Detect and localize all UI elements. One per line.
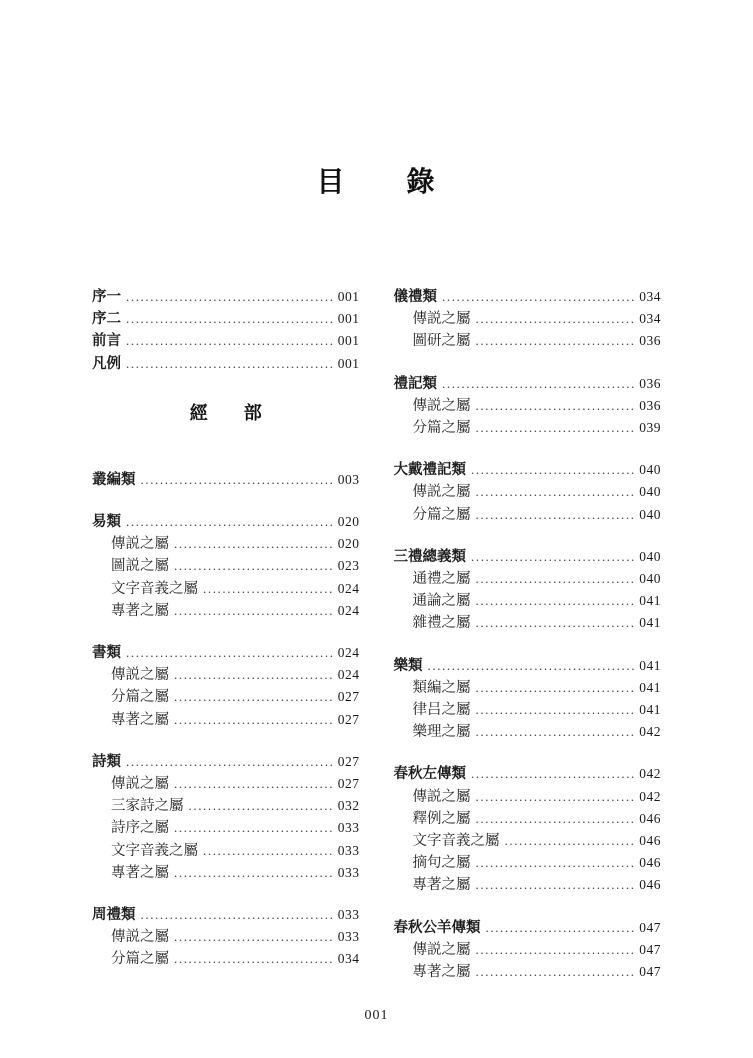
toc-entry-page: 020 — [337, 514, 360, 530]
toc-entry-label: 傳説之屬 — [412, 941, 471, 958]
toc-group — [92, 751, 360, 884]
toc-entry-label: 前言 — [92, 333, 121, 350]
toc-entry-leader — [476, 961, 636, 983]
toc-entry-label: 專著之屬 — [111, 602, 169, 619]
toc-entry-leader — [505, 830, 636, 852]
toc-entry-label: 儀禮類 — [393, 289, 437, 305]
toc-group — [92, 511, 360, 622]
page-title: 目 錄 — [316, 167, 437, 198]
toc-entry-leader — [174, 862, 334, 884]
toc-entry-leader — [471, 546, 635, 568]
toc-entry-page: 039 — [639, 420, 661, 436]
toc-entry-page: 036 — [639, 375, 661, 391]
toc-entry-leader — [476, 786, 636, 808]
toc-entry — [394, 655, 662, 677]
toc-entry-page: 024 — [337, 602, 360, 618]
toc-entry-label: 樂理之屬 — [412, 724, 471, 741]
toc-entry — [394, 808, 662, 830]
toc-group — [92, 642, 360, 731]
toc-entry — [92, 773, 360, 795]
toc-column-right — [394, 286, 662, 1003]
toc-entry-page: 027 — [337, 689, 360, 705]
toc-entry-leader — [476, 308, 636, 330]
toc-entry-label: 傳説之屬 — [412, 484, 471, 501]
toc-entry-page: 047 — [639, 964, 661, 980]
toc-entry-leader — [174, 926, 334, 948]
toc-entry — [92, 817, 360, 839]
toc-entry-page: 036 — [639, 397, 661, 413]
toc-entry-page: 040 — [639, 571, 661, 587]
toc-entry-leader — [174, 686, 334, 708]
toc-entry-page: 041 — [639, 657, 661, 673]
toc-entry — [394, 459, 662, 481]
toc-entry-label: 分篇之屬 — [111, 951, 169, 968]
toc-entry-leader — [476, 808, 636, 830]
toc-entry — [394, 308, 662, 330]
toc-entry-leader — [203, 578, 334, 600]
toc-entry-label: 圖説之屬 — [111, 558, 169, 575]
toc-entry-leader — [126, 286, 334, 308]
toc-columns — [92, 286, 661, 1003]
toc-entry-leader — [476, 417, 636, 439]
toc-entry-label: 分篇之屬 — [111, 689, 169, 706]
toc-entry-page: 046 — [639, 833, 661, 849]
toc-entry-page: 041 — [639, 679, 661, 695]
toc-entry-page: 033 — [337, 864, 360, 880]
toc-entry — [92, 308, 360, 330]
toc-entry — [394, 330, 662, 352]
toc-entry — [92, 600, 360, 622]
toc-entry — [92, 642, 360, 664]
toc-entry — [394, 568, 662, 590]
toc-entry — [394, 481, 662, 503]
toc-entry-leader — [476, 939, 636, 961]
toc-entry-page: 042 — [639, 766, 661, 782]
toc-entry-label: 分篇之屬 — [412, 506, 471, 523]
toc-entry-label: 文字音義之屬 — [111, 842, 198, 859]
toc-entry-label: 叢編類 — [92, 471, 136, 488]
toc-entry-leader — [174, 533, 334, 555]
toc-entry — [394, 504, 662, 526]
toc-entry — [394, 763, 662, 785]
toc-entry — [92, 904, 360, 926]
toc-entry — [92, 664, 360, 686]
toc-entry-page: 040 — [639, 484, 661, 500]
toc-entry-label: 傳説之屬 — [412, 311, 471, 328]
toc-entry — [92, 795, 360, 817]
toc-column-left — [92, 286, 360, 1003]
toc-entry — [92, 686, 360, 708]
toc-entry-leader — [476, 568, 636, 590]
toc-entry — [394, 395, 662, 417]
toc-entry-page: 027 — [337, 711, 360, 727]
toc-entry-leader — [126, 751, 334, 773]
toc-entry — [92, 578, 360, 600]
toc-entry-leader — [174, 773, 334, 795]
toc-entry-label: 詩類 — [92, 753, 121, 770]
toc-entry-label: 書類 — [92, 645, 121, 662]
toc-entry-label: 專著之屬 — [412, 964, 471, 981]
toc-entry-page: 033 — [337, 907, 360, 923]
toc-entry — [92, 926, 360, 948]
toc-entry-leader — [476, 699, 636, 721]
toc-entry-page: 040 — [639, 548, 661, 564]
toc-group — [394, 286, 662, 353]
toc-entry — [394, 373, 662, 395]
toc-entry-leader — [428, 655, 636, 677]
toc-entry-leader — [174, 555, 334, 577]
toc-entry-label: 律吕之屬 — [412, 702, 471, 719]
toc-entry — [92, 286, 360, 308]
toc-entry-label: 專著之屬 — [412, 877, 471, 894]
toc-entry-page: 046 — [639, 877, 661, 893]
toc-entry-leader — [476, 677, 636, 699]
toc-entry — [394, 546, 662, 568]
toc-entry-leader — [126, 308, 334, 330]
toc-entry-page: 034 — [639, 289, 661, 304]
toc-entry-label: 序二 — [92, 311, 121, 328]
toc-entry — [92, 840, 360, 862]
toc-entry-leader — [476, 874, 636, 896]
toc-entry-page: 036 — [639, 333, 661, 349]
toc-entry-leader — [471, 763, 635, 785]
toc-entry-page: 040 — [639, 462, 661, 478]
toc-entry-label: 三禮總義類 — [393, 548, 466, 565]
toc-entry-page: 047 — [639, 919, 661, 935]
toc-entry-leader — [203, 840, 334, 862]
toc-entry — [92, 511, 360, 533]
toc-entry — [92, 469, 360, 491]
toc-entry — [92, 353, 360, 375]
toc-entry-leader — [174, 664, 334, 686]
toc-entry-label: 傳説之屬 — [412, 788, 471, 805]
toc-entry-leader — [442, 373, 635, 395]
toc-entry-leader — [126, 511, 334, 533]
toc-entry-leader — [476, 504, 636, 526]
toc-entry-page: 001 — [337, 289, 360, 304]
toc-entry-page: 024 — [337, 580, 360, 596]
toc-entry-page: 032 — [337, 798, 360, 814]
toc-entry-label: 序一 — [92, 289, 121, 305]
toc-entry-label: 詩序之屬 — [111, 820, 169, 837]
toc-entry-leader — [174, 600, 334, 622]
toc-entry-label: 樂類 — [393, 657, 423, 674]
toc-entry — [394, 612, 662, 634]
toc-entry-page: 034 — [337, 951, 360, 967]
toc-entry — [394, 286, 662, 308]
toc-entry-label: 分篇之屬 — [412, 420, 471, 437]
toc-entry-label: 大戴禮記類 — [393, 462, 466, 479]
toc-entry-page: 047 — [639, 941, 661, 957]
toc-entry-leader — [486, 917, 636, 939]
toc-entry-page: 041 — [639, 615, 661, 631]
toc-entry-leader — [476, 330, 636, 352]
toc-group — [92, 286, 360, 375]
toc-entry-leader — [476, 481, 636, 503]
toc-entry-page: 041 — [639, 593, 661, 609]
toc-entry-page: 003 — [337, 471, 360, 487]
toc-group — [394, 763, 662, 896]
toc-entry — [92, 533, 360, 555]
page-number: 001 — [364, 1008, 389, 1023]
toc-entry-label: 圖研之屬 — [412, 333, 471, 350]
toc-entry-page: 040 — [639, 506, 661, 522]
toc-entry-label: 通禮之屬 — [412, 571, 471, 588]
toc-entry-page: 042 — [639, 724, 661, 740]
toc-entry-label: 傳説之屬 — [111, 536, 169, 553]
toc-entry-page: 027 — [337, 776, 360, 792]
toc-entry-leader — [476, 852, 636, 874]
toc-group — [394, 546, 662, 635]
toc-entry — [394, 961, 662, 983]
toc-entry-label: 傳説之屬 — [111, 776, 169, 793]
toc-entry-page: 024 — [337, 645, 360, 661]
toc-entry-leader — [126, 642, 334, 664]
toc-group — [394, 917, 662, 984]
part-heading: 經 部 — [189, 402, 262, 423]
toc-entry-label: 類編之屬 — [412, 679, 471, 696]
toc-entry — [92, 709, 360, 731]
toc-entry — [92, 555, 360, 577]
toc-entry-label: 三家詩之屬 — [111, 798, 184, 815]
toc-entry-leader — [174, 948, 334, 970]
toc-entry-label: 春秋公羊傳類 — [393, 919, 481, 936]
toc-entry-label: 摘句之屬 — [412, 855, 471, 872]
toc-entry-leader — [442, 286, 635, 308]
toc-entry — [394, 786, 662, 808]
toc-entry-leader — [189, 795, 334, 817]
toc-entry — [394, 699, 662, 721]
toc-entry-page: 046 — [639, 810, 661, 826]
toc-entry-page: 034 — [639, 311, 661, 327]
toc-entry-label: 雜禮之屬 — [412, 615, 471, 632]
toc-entry-leader — [141, 904, 334, 926]
toc-entry — [92, 948, 360, 970]
toc-entry — [394, 852, 662, 874]
toc-group — [394, 459, 662, 526]
toc-entry-label: 禮記類 — [393, 375, 437, 392]
toc-entry-page: 001 — [337, 355, 360, 371]
toc-entry-page: 033 — [337, 842, 360, 858]
toc-entry-label: 傳説之屬 — [111, 667, 169, 684]
toc-entry-page: 033 — [337, 929, 360, 945]
toc-entry-label: 周禮類 — [92, 907, 136, 924]
toc-entry-page: 023 — [337, 558, 360, 574]
toc-entry-page: 041 — [639, 702, 661, 718]
toc-entry — [394, 677, 662, 699]
toc-entry-label: 通論之屬 — [412, 593, 471, 610]
toc-entry-page: 001 — [337, 333, 360, 349]
toc-entry-label: 專著之屬 — [111, 864, 169, 881]
toc-entry-label: 文字音義之屬 — [111, 580, 198, 597]
toc-entry — [92, 751, 360, 773]
toc-entry-leader — [471, 459, 635, 481]
toc-entry-label: 傳説之屬 — [412, 397, 471, 414]
toc-entry-label: 傳説之屬 — [111, 929, 169, 946]
toc-entry-label: 文字音義之屬 — [412, 833, 500, 850]
toc-entry-label: 凡例 — [92, 355, 121, 372]
toc-entry — [92, 862, 360, 884]
toc-entry-page: 046 — [639, 855, 661, 871]
toc-entry-leader — [476, 721, 636, 743]
toc-entry-leader — [174, 709, 334, 731]
toc-entry-leader — [126, 353, 334, 375]
toc-entry — [394, 417, 662, 439]
toc-group — [92, 904, 360, 971]
toc-group — [394, 373, 662, 440]
toc-entry-leader — [476, 395, 636, 417]
toc-entry — [394, 830, 662, 852]
toc-entry — [394, 939, 662, 961]
toc-entry-leader — [476, 612, 636, 634]
toc-entry — [394, 590, 662, 612]
toc-entry-page: 020 — [337, 536, 360, 552]
toc-entry — [92, 330, 360, 352]
toc-entry-leader — [141, 469, 334, 491]
toc-entry-label: 易類 — [92, 514, 121, 531]
toc-entry-page: 033 — [337, 820, 360, 836]
toc-entry-leader — [476, 590, 636, 612]
toc-entry-leader — [174, 817, 334, 839]
toc-group — [394, 655, 662, 744]
toc-entry — [394, 874, 662, 896]
toc-entry-page: 024 — [337, 667, 360, 683]
toc-entry-page: 027 — [337, 753, 360, 769]
toc-entry — [394, 917, 662, 939]
toc-entry-label: 專著之屬 — [111, 711, 169, 728]
toc-entry-page: 042 — [639, 788, 661, 804]
toc-entry-label: 釋例之屬 — [412, 810, 471, 827]
toc-entry-label: 春秋左傳類 — [393, 766, 466, 783]
toc-group — [92, 469, 360, 491]
toc-entry-leader — [126, 330, 334, 352]
toc-entry — [394, 721, 662, 743]
toc-entry-page: 001 — [337, 311, 360, 327]
